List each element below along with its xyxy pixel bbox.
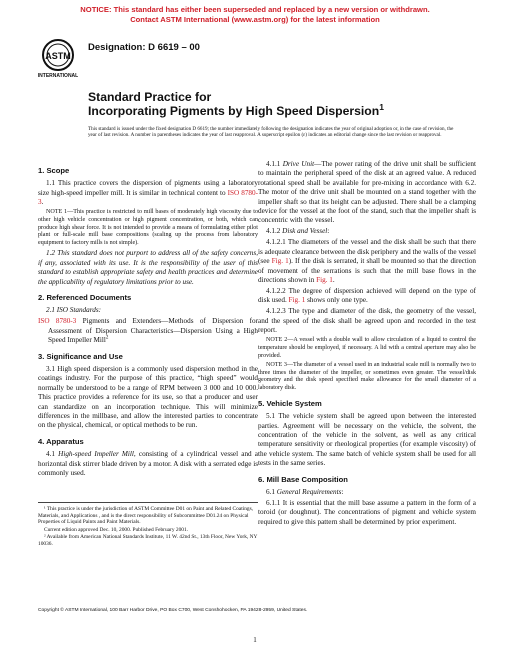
section-4-1: 4.1 High-speed Impeller Mill, consisting of a cylindrical vessel and a horizontal disk stirrer blade driven by a motor. A disk with a serrated edge is commonly used. xyxy=(38,450,258,478)
section-4-1-2-2: 4.1.2.2 The degree of dispersion achieved will depend on the type of disk used. Fig. 1 shows only one type. xyxy=(258,287,476,305)
apparatus-heading: 4. Apparatus xyxy=(38,436,84,446)
section-4-1-2-1: 4.1.2.1 The diameters of the vessel and the disk shall be such that there is adequate clearance between the disk periphery and the walls of the vessel (see Fig. 1). If the disk is serrated, it shall be mounted so that the direction of movement of the serrations is such that the mill base flows in the directions shown in Fig. 1. xyxy=(258,238,477,285)
svg-text:INTERNATIONAL: INTERNATIONAL xyxy=(38,73,78,78)
fig-1-link[interactable]: Fig. 1 xyxy=(271,257,289,266)
note-1: NOTE 1—This practice is restricted to mill bases of moderately high viscosity due to other high vehicle concentration or high pigment concentration, or both, which can produce high shear force. It is not intended to provide a means of formulating either pilot plant or full-scale mill base compositions (scaling up the process from laboratory equipment to factory mills is not simple). xyxy=(38,209,258,247)
section-5-1: 5.1 The vehicle system shall be agreed upon between the interested parties. Agreement will be necessary on the vehicle, the solvent, the concentration of the vehicle in the solvent, as well as any critical temperature sensitivity or rheological properties (for example viscosity) of the vehicle system. The same batch of vehicle system shall be used for all tests in the same series. xyxy=(258,412,476,468)
referenced-documents-heading: 2. Referenced Documents xyxy=(38,292,132,302)
iso-8780-3-ref-link[interactable]: ISO 8780-3 xyxy=(38,317,77,326)
notice-line-2: Contact ASTM International (www.astm.org) for the latest information xyxy=(130,15,380,24)
astm-logo xyxy=(38,38,78,78)
scope-heading: 1. Scope xyxy=(38,166,70,175)
section-3-1: 3.1 High speed dispersion is a commonly used dispersion method in the coatings industry. For the purpose of this practice, “high speed” would normally be understood to be a range of RPM between 3 000 and 10 000. This practice provides a reference for its use, so that a producer and user can standardize on an incorporation technique. This will minimize differences in the millbase, and allow the interested parties to concentrate on the physical, chemical, or optical methods to be run. xyxy=(38,364,258,430)
iso-8780-3-link[interactable]: ISO 8780-3 xyxy=(38,188,258,207)
section-6-1: 6.1 General Requirements: xyxy=(266,488,344,497)
fig-1-link[interactable]: Fig. 1 xyxy=(288,296,306,305)
notice-line-1: NOTICE: This standard has either been superseded and replaced by a new version or withdrawn. xyxy=(80,5,430,14)
section-2-1: 2.1 ISO Standards: xyxy=(46,306,102,315)
section-1-2: 1.2 This standard does not purport to address all of the safety concerns, if any, associated with its use. It is the responsibility of the user of this standard to establish appropriate safety and health practices and determine the applicability of regulatory limitations prior to use. xyxy=(38,249,258,286)
issuance-statement: This standard is issued under the fixed designation D 6619; the number immediately following the designation indicates the year of original adoption or, in the case of revision, the year of last revision. A number in parentheses indicates the year of last reapproval. A superscript epsilon (ε) indicates an editorial change since the last revision or reapproval. xyxy=(88,126,454,139)
designation: Designation: D 6619 – 00 xyxy=(88,42,200,53)
fig-1-link[interactable]: Fig. 1 xyxy=(316,276,333,285)
note-3: NOTE 3—The diameter of a vessel used in an industrial scale mill is normally two to three times the diameter of the impeller, or sometimes even greater. The vessel/disk geometry and the disk speed specified make allowance for the small diameter of a laboratory disk. xyxy=(258,361,476,392)
footnote-1: ¹ This practice is under the jurisdiction of ASTM Committee D01 on Paint and Related Coatings, Materials, and Applications , and is the direct responsibility of Subcommittee D01.24 on Physical Properties of Liquid Paints and Paint Materials. xyxy=(38,506,254,526)
astm-logo-icon xyxy=(38,38,78,78)
footnote-2: ² Available from American National Standards Institute, 11 W. 42nd St., 13th Floor, New York, NY 10036. xyxy=(38,534,258,547)
section-1-1: 1.1 This practice covers the dispersion of pigments using a laboratory size high-speed impeller mill. It is similar in technical content to ISO 8780-3. xyxy=(38,179,258,207)
copyright: Copyright © ASTM International, 100 Barr Harbor Drive, PO Box C700, West Conshohocken, PA 19428-2959, United States. xyxy=(38,608,308,613)
section-4-1-1: 4.1.1 Drive Unit—The power rating of the drive unit shall be sufficient to maintain the peripheral speed of the disk at an agreed value. A reduced rotational speed shall be available for pre-mixing in accordance with 6.2. The motor of the drive unit shall be mounted on a stand together with the impeller shaft so that its height can be adjusted. There shall be a clamping device for the vessel at the foot of the stand, such that the impeller shaft is concentric with the vessel. xyxy=(258,160,477,225)
title-line-2: Incorporating Pigments by High Speed Dispersion$^1$ xyxy=(88,101,384,118)
section-4-1-2: 4.1.2 Disk and Vessel: xyxy=(266,227,330,236)
supersede-notice xyxy=(0,5,510,25)
left-column xyxy=(38,160,258,480)
note-2: NOTE 2—A vessel with a double wall to allow circulation of a liquid to control the temperature should be employed, if necessary. A lid with a central aperture may also be provided. xyxy=(258,337,476,359)
reference-iso-8780-3: ISO 8780-3 Pigments and Extenders—Methods of Dispersion for Assessment of Dispersion Characteristics—Dispersion Using a High Speed Impeller Mill$^2$ xyxy=(38,317,258,345)
document-title xyxy=(88,90,384,118)
section-6-1-1: 6.1.1 It is essential that the mill base assume a pattern in the form of a toroid (or doughnut). The concentrations of pigment and vehicle system required to give this pattern shall be determined by prior experiment. xyxy=(258,499,476,526)
title-line-1: Standard Practice for xyxy=(88,90,212,104)
significance-heading: 3. Significance and Use xyxy=(38,351,123,361)
vehicle-system-heading: 5. Vehicle System xyxy=(258,398,322,408)
page-number: 1 xyxy=(253,636,257,644)
svg-text:ASTM: ASTM xyxy=(45,51,71,61)
footnotes xyxy=(38,502,258,549)
mill-base-heading: 6. Mill Base Composition xyxy=(258,474,348,484)
footnote-1-edition: Current edition approved Dec. 10, 2000. Published February 2001. xyxy=(44,526,189,533)
section-4-1-2-3: 4.1.2.3 The type and diameter of the disk, the geometry of the vessel, and the speed of the disk shall be agreed upon and recorded in the test report. xyxy=(258,307,476,335)
right-column xyxy=(258,160,476,529)
